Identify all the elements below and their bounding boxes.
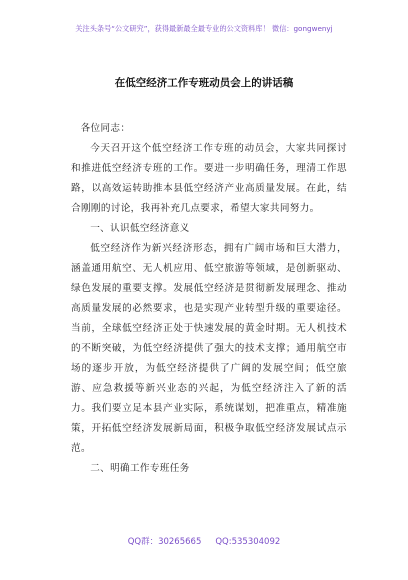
document-title: 在低空经济工作专班动员会上的讲话稿 (114, 77, 294, 89)
section-heading-2: 二、明确工作专班任务 (90, 463, 190, 474)
paragraph-significance: 低空经济作为新兴经济形态，拥有广阔市场和巨大潜力，涵盖通用航空、无人机应用、低空旅游等领域，是创新驱动、绿色发展的重要支撑。发展低空经济是贯彻新发展理念、推动高质量发展的必然要求，也是实现产业转型升级的重要途径。当前，全球低空经济正处于快速发展的黄金时期。无人机技术的不断突破，为低空经济提供了强大的技术支撑；通用航空市场的逐步开放，为低空经济提供了广阔的发展空间；低空旅游、应急救援等新兴业态的兴起，为低空经济注入了新的活力。我们要立足本县产业实际，系统谋划，把准重点，精准施策，开拓低空经济发展新局面，积极争取低空经济发展试点示范。 (71, 243, 347, 454)
footer-contact (0, 536, 408, 548)
paragraph-opening: 今天召开这个低空经济工作专班的动员会，大家共同探讨和推进低空经济专班的工作。要进一步明确任务，理清工作思路，以高效运转助推本县低空经济产业高质量发展。在此，结合刚刚的讨论，我再补充几点要求，希望大家共同努力。 (71, 143, 347, 214)
document-body (71, 119, 347, 479)
section-heading-1: 一、认识低空经济意义 (90, 223, 190, 234)
header-note: 关注头条号“公文研究”，获得最新最全最专业的公文资料库！ 微信：gongwenyj (75, 24, 333, 33)
qq-number: QQ:535304092 (215, 537, 281, 547)
greeting: 各位同志： (80, 123, 131, 134)
qq-group-number: QQ群：30265665 (127, 537, 202, 547)
